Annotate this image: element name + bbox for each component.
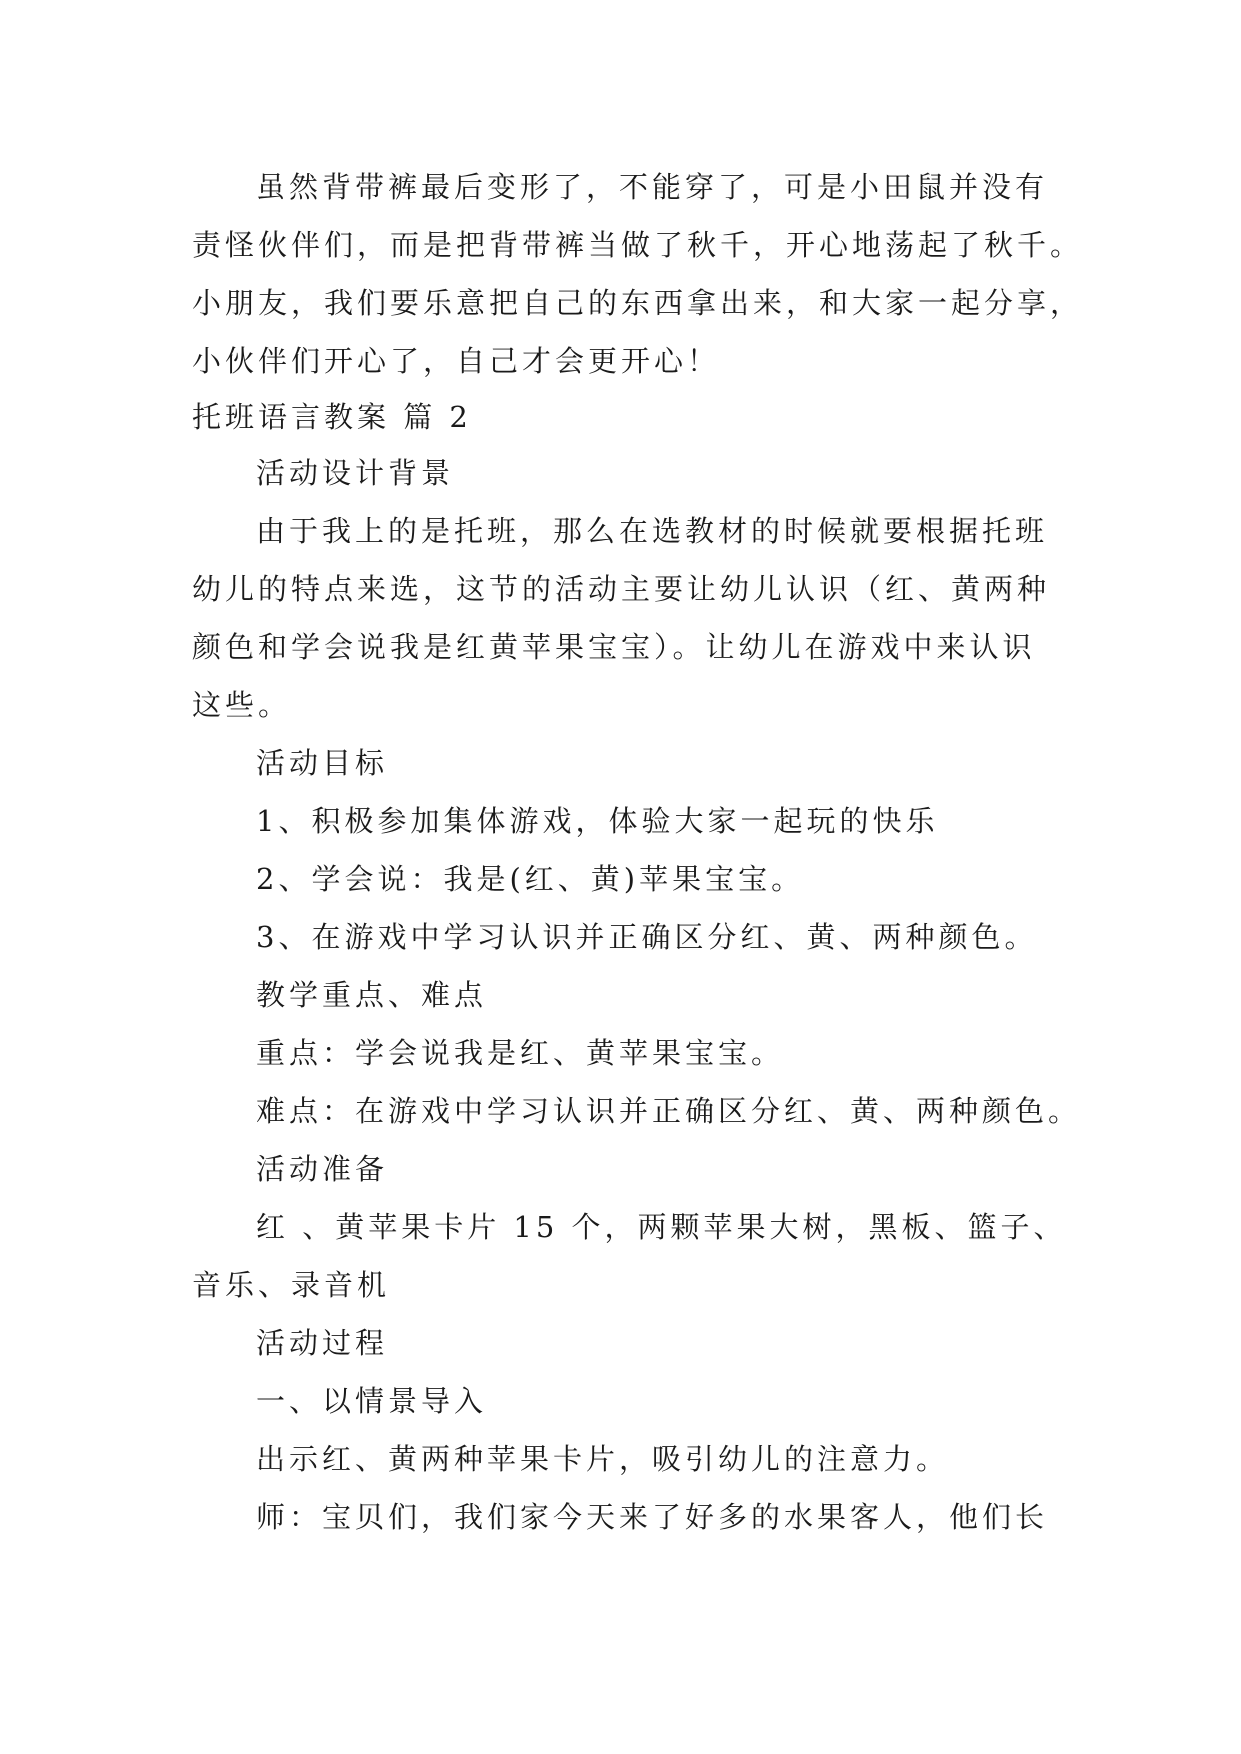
list-item: 3、在游戏中学习认识并正确区分红、黄、两种颜色。 xyxy=(256,920,1038,954)
list-item: 1、积极参加集体游戏，体验大家一起玩的快乐 xyxy=(256,804,939,838)
text-line: 一、以情景导入 xyxy=(256,1384,488,1418)
subheading: 教学重点、难点 xyxy=(256,978,488,1012)
subheading: 活动设计背景 xyxy=(256,456,455,490)
text-line: 颜色和学会说我是红黄苹果宝宝）。让幼儿在游戏中来认识 xyxy=(192,630,1036,664)
text-line: 出示红、黄两种苹果卡片，吸引幼儿的注意力。 xyxy=(256,1442,950,1476)
text-line: 红 、黄苹果卡片 15 个，两颗苹果大树，黑板、篮子、 xyxy=(256,1210,1067,1244)
text-line: 责怪伙伴们，而是把背带裤当做了秋千，开心地荡起了秋千。 xyxy=(192,228,1084,262)
text-line: 小朋友，我们要乐意把自己的东西拿出来，和大家一起分享， xyxy=(192,286,1084,320)
text-line: 由于我上的是托班，那么在选教材的时候就要根据托班 xyxy=(256,514,1049,548)
text-line: 小伙伴们开心了，自己才会更开心！ xyxy=(192,344,721,378)
text-line: 师：宝贝们，我们家今天来了好多的水果客人，他们长 xyxy=(256,1500,1049,1534)
text-line: 重点：学会说我是红、黄苹果宝宝。 xyxy=(256,1036,785,1070)
text-line: 这些。 xyxy=(192,688,292,722)
subheading: 活动准备 xyxy=(256,1152,389,1186)
text-line: 虽然背带裤最后变形了，不能穿了，可是小田鼠并没有 xyxy=(256,170,1049,204)
section-heading: 托班语言教案 篇 2 xyxy=(192,400,472,434)
list-item: 2、学会说：我是(红、黄)苹果宝宝。 xyxy=(256,862,805,896)
text-line: 幼儿的特点来选，这节的活动主要让幼儿认识（红、黄两种 xyxy=(192,572,1051,606)
subheading: 活动过程 xyxy=(256,1326,389,1360)
text-line: 音乐、录音机 xyxy=(192,1268,391,1302)
text-line: 难点：在游戏中学习认识并正确区分红、黄、两种颜色。 xyxy=(256,1094,1082,1128)
subheading: 活动目标 xyxy=(256,746,389,780)
